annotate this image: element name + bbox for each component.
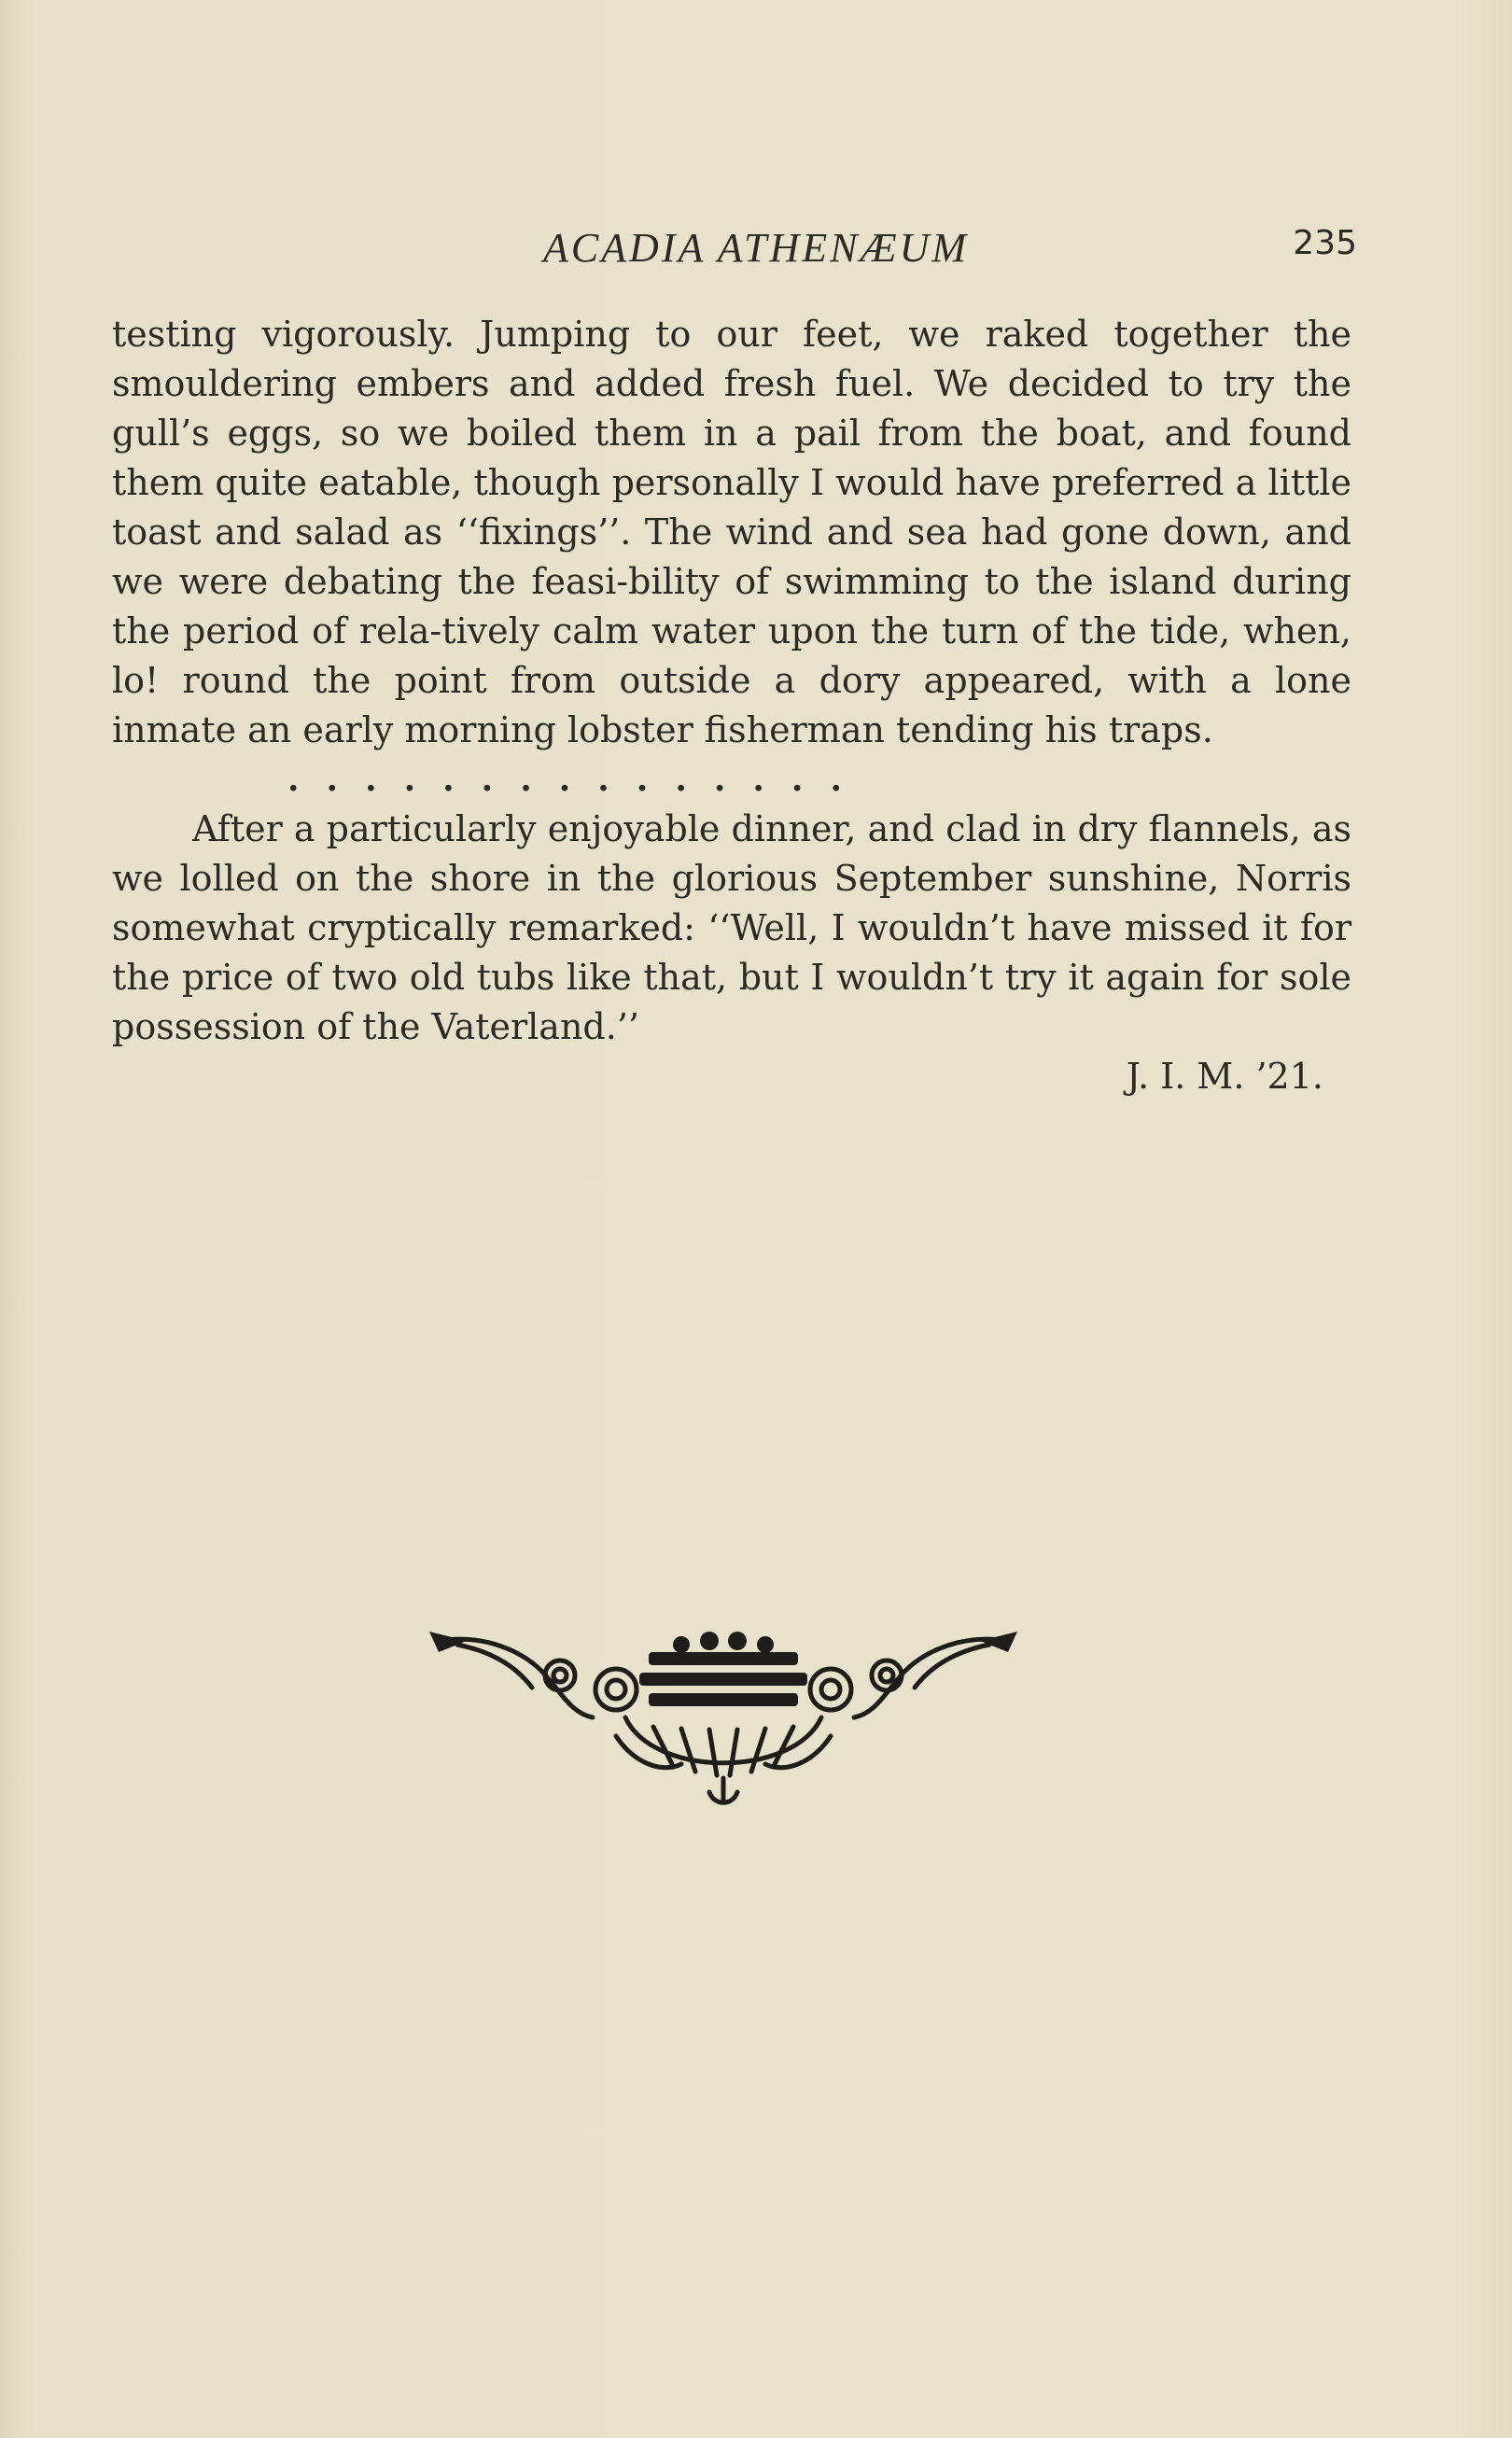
decorative-basket-ornament-icon [429, 1624, 1017, 1811]
paragraph-2: After a particularly enjoyable dinner, and clad in dry flannels, as we lolled on the shore in the glorious September sunshine, Norris somewhat cryptically remarked: ‘‘Well, I wouldn’t have missed it for the price of two old tubs like that, but I wouldn’t try it again for sole possession of the Vaterland.’’ [112, 808, 1351, 1047]
paragraph-1: testing vigorously. Jumping to our feet, we raked together the smouldering embers and added fresh fuel. We decided to try the gull’s eggs, so we boiled them in a pail from the boat, and found them quite eatable, though personally I would have preferred a little toast and salad as ‘‘fixings’’. The wind and sea had gone down, and we were debating the feasi-bility of swimming to the island during the period of rela-tively calm water upon the turn of the tide, when, lo! round the point from outside a dory appeared, with a lone inmate an early morning lobster fisherman tending his traps. [112, 314, 1351, 750]
page-number: 235 [1293, 224, 1357, 262]
section-separator: ............... [287, 760, 869, 799]
author-signature: J. I. M. ’21. [1126, 1056, 1323, 1097]
article-text [112, 310, 1351, 1101]
running-title: ACADIA ATHENÆUM [542, 225, 970, 271]
page-header [0, 220, 1512, 286]
